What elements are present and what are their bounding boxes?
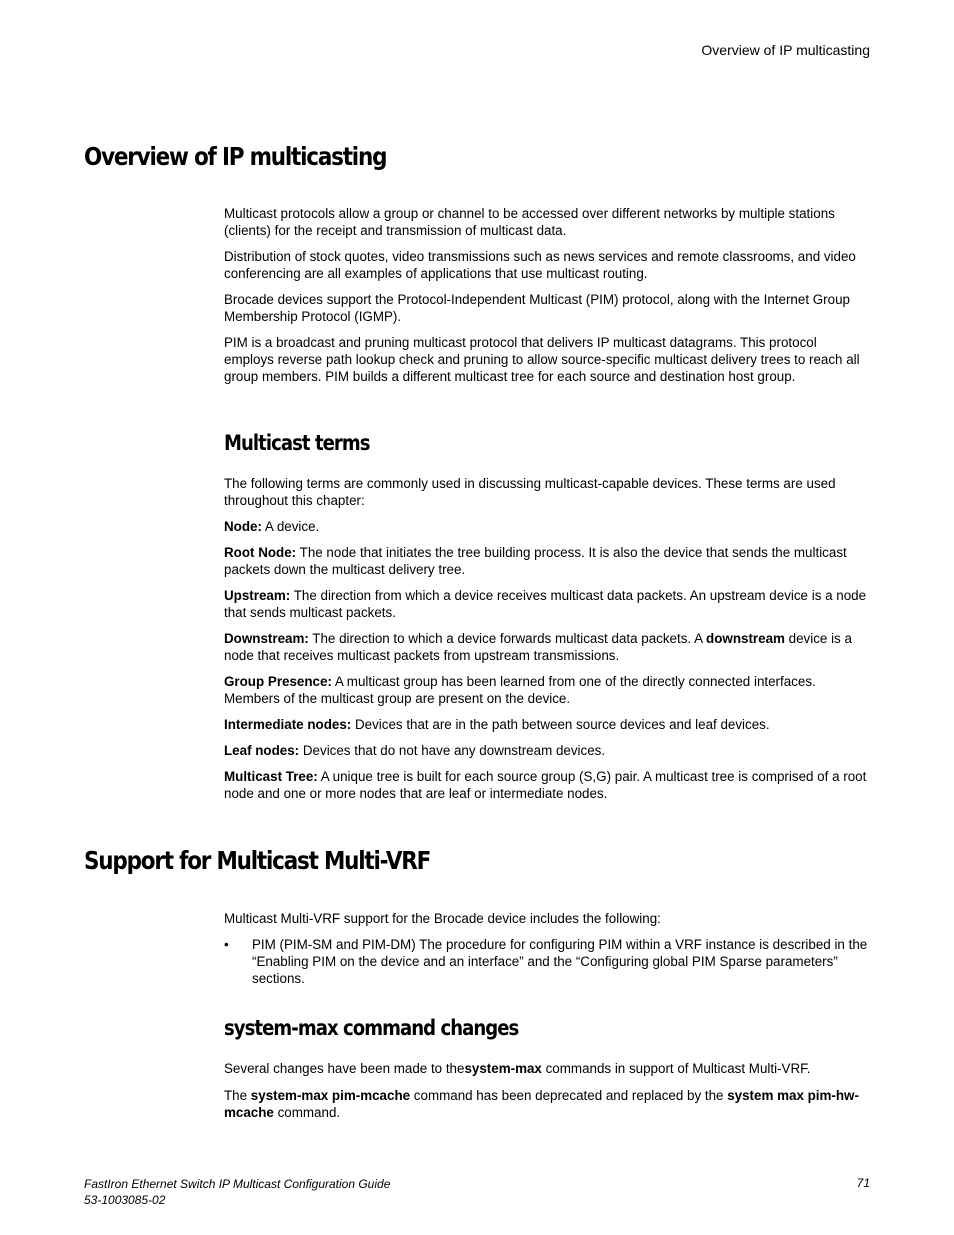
term-root-node: Root Node: The node that initiates the tree building process. It is also the device that sends the multicast packets down the multicast delivery tree. [224,545,847,577]
list-item: • PIM (PIM-SM and PIM-DM) The procedure for configuring PIM within a VRF instance is described in the “Enabling PIM on the device and an interface” and the “Configuring global PIM Sparse parameters” sections. [224,937,868,986]
term-multicast-tree: Multicast Tree: A unique tree is built for each source group (S,G) pair. A multicast tree is comprised of a root node and one or more nodes that are leaf or intermediate nodes. [224,769,867,801]
paragraph: The following terms are commonly used in discussing multicast-capable devices. These terms are used throughout this chapter: [224,476,836,508]
term-downstream: Downstream: The direction to which a device forwards multicast data packets. A downstream device is a node that receives multicast packets from upstream transmissions. [224,631,852,663]
term-leaf-nodes: Leaf nodes: Devices that do not have any downstream devices. [224,743,606,758]
footer-doc-number: 53-1003085-02 [84,1193,166,1207]
overview-body [224,205,868,394]
subsection-title-system-max: system-max command changes [224,1016,519,1040]
paragraph: Multicast protocols allow a group or channel to be accessed over different networks by multiple stations (clients) for the receipt and transmission of multicast data. [224,206,835,238]
paragraph: The system-max pim-mcache command has been deprecated and replaced by the system max pim-hw-mcache command. [224,1088,859,1120]
paragraph: PIM is a broadcast and pruning multicast protocol that delivers IP multicast datagrams. This protocol employs reverse path lookup check and pruning to allow source-specific multicast delivery trees to reach all group members. PIM builds a different multicast tree for each source and destination host group. [224,335,860,384]
term-group-presence: Group Presence: A multicast group has been learned from one of the directly connected interfaces. Members of the multicast group are present on the device. [224,674,816,706]
system-max-body [224,1060,868,1130]
bullet-list [224,936,868,987]
term-upstream: Upstream: The direction from which a device receives multicast data packets. An upstream device is a node that sends multicast packets. [224,588,867,620]
footer-left [84,1176,390,1208]
page-number: 71 [856,1176,870,1190]
section-title-overview: Overview of IP multicasting [84,142,387,171]
paragraph: Brocade devices support the Protocol-Independent Multicast (PIM) protocol, along with the Internet Group Membership Protocol (IGMP). [224,292,850,324]
term-node: Node: A device. [224,519,320,534]
subsection-title-multicast-terms: Multicast terms [224,431,370,455]
term-intermediate-nodes: Intermediate nodes: Devices that are in the path between source devices and leaf devices. [224,717,770,732]
paragraph: Multicast Multi-VRF support for the Brocade device includes the following: [224,911,661,926]
multi-vrf-body [224,910,868,987]
bullet-icon: • [224,937,229,952]
section-title-multi-vrf: Support for Multicast Multi-VRF [84,846,431,875]
paragraph: Distribution of stock quotes, video transmissions such as news services and remote classrooms, and video conferencing are all examples of applications that use multicast routing. [224,249,856,281]
footer-doc-title: FastIron Ethernet Switch IP Multicast Configuration Guide [84,1177,391,1191]
paragraph: Several changes have been made to thesystem-max commands in support of Multicast Multi-VRF. [224,1061,811,1076]
running-header: Overview of IP multicasting [701,42,870,58]
multicast-terms-body [224,475,868,811]
